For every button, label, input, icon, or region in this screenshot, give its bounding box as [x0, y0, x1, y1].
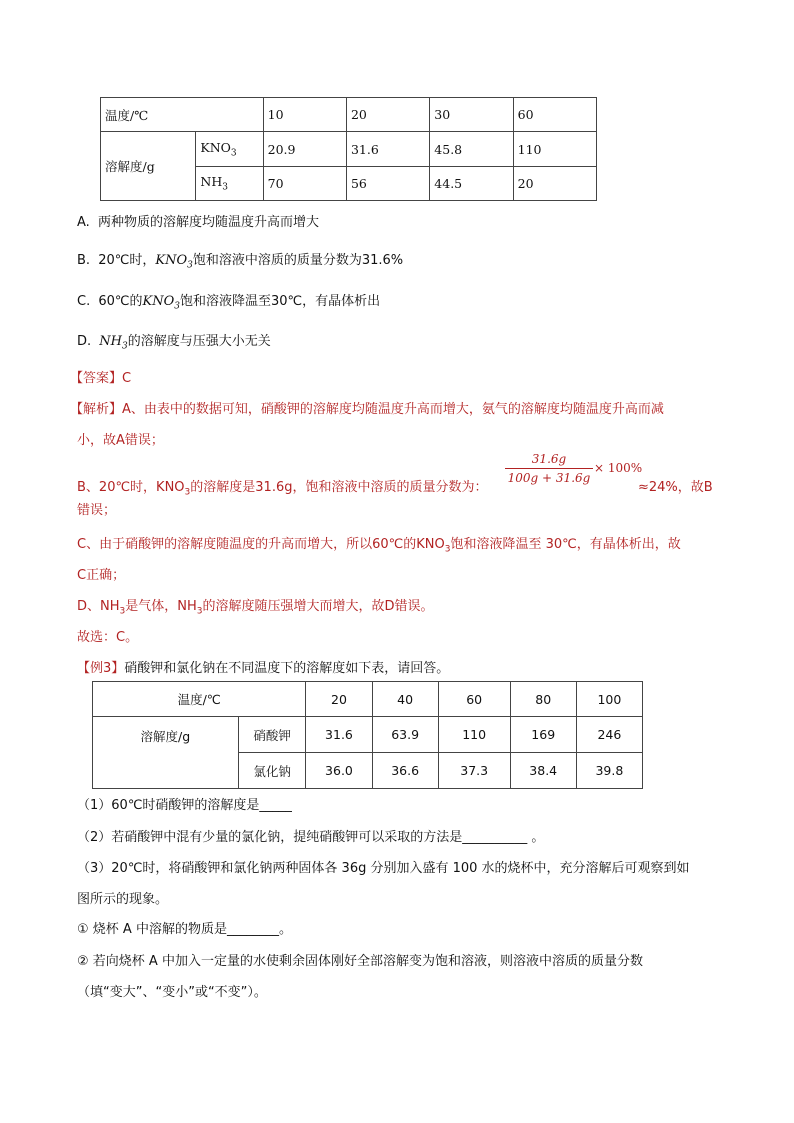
t2-temp: 100 [576, 682, 642, 717]
t1-cell: 70 [263, 167, 346, 201]
fraction-denominator: 100g + 31.6g [507, 471, 591, 485]
t2-temp: 60 [438, 682, 510, 717]
t2-row-label: 硝酸钾 [238, 717, 306, 753]
t1-row-label-nh3: $NH_3$ [196, 167, 263, 201]
question-3-part-2-line-1: ② 若向烧杯 A 中加入一定量的水使剩余固体刚好全部溶解变为饱和溶液，则溶液中溶质的质量分数 [77, 954, 643, 969]
t2-cell: 31.6 [306, 717, 372, 753]
t2-cell: 246 [576, 717, 642, 753]
question-3-part-1: ① 烧杯 A 中溶解的物质是________。 [77, 922, 292, 937]
t1-temp: 10 [263, 98, 346, 132]
option-text: 饱和溶液中溶质的质量分数为31.6% [192, 253, 404, 268]
option-a [77, 211, 319, 230]
formula: $NH_3$ [99, 334, 128, 352]
analysis-conclusion: 故选：C。 [77, 630, 139, 645]
t1-cell: 110 [513, 132, 596, 167]
option-b [77, 249, 403, 271]
t2-cell: 38.4 [510, 753, 576, 789]
analysis-line-3: B、20℃时，$KNO_3$的溶解度是31.6g，饱和溶液中溶质的质量分数为： [77, 480, 488, 498]
t2-cell: 39.8 [576, 753, 642, 789]
analysis-line-2: 小，故A错误； [77, 433, 164, 448]
option-text: 两种物质的溶解度均随温度升高而增大 [97, 215, 319, 230]
option-letter: D. [77, 334, 92, 349]
option-letter: C. [77, 294, 91, 309]
t1-cell: 44.5 [430, 167, 513, 201]
question-3-line-2: 图所示的现象。 [77, 892, 169, 907]
t1-cell: 20 [513, 167, 596, 201]
option-text: 的溶解度与压强大小无关 [127, 334, 271, 349]
t2-row-label: 氯化钠 [238, 753, 306, 789]
t1-cell: 56 [346, 167, 429, 201]
answer-value: C [122, 371, 132, 386]
answer-label: 【答案】 [70, 371, 123, 386]
t2-temp: 40 [372, 682, 438, 717]
t2-cell: 169 [510, 717, 576, 753]
t2-temp: 80 [510, 682, 576, 717]
formula: $KNO_3$ [142, 294, 180, 312]
solubility-table-1 [100, 97, 597, 201]
t2-cell: 63.9 [372, 717, 438, 753]
analysis-b-result: ≈24%，故B [638, 480, 713, 495]
option-letter: B. [77, 253, 91, 268]
fraction-multiplier: × 100% [594, 461, 643, 475]
t2-cell: 37.3 [438, 753, 510, 789]
example-text: 硝酸钾和氯化钠在不同温度下的溶解度如下表，请回答。 [124, 661, 450, 676]
analysis-label: 【解析】 [70, 402, 123, 417]
option-d [77, 330, 271, 352]
t1-row-label-kno3: $KNO_3$ [196, 132, 263, 167]
option-text: 20℃时， [98, 253, 156, 268]
solubility-table-2 [92, 681, 643, 789]
t2-cell: 36.6 [372, 753, 438, 789]
question-3-line-1: （3）20℃时，将硝酸钾和氯化钠两种固体各 36g 分别加入盛有 100 水的烧杯中，充分溶解后可观察到如 [77, 861, 690, 876]
t1-temp: 20 [346, 98, 429, 132]
t1-cell: 45.8 [430, 132, 513, 167]
example3-intro [77, 657, 449, 676]
analysis-line-5: C、由于硝酸钾的溶解度随温度的升高而增大，所以60℃的$KNO_3$饱和溶液降温至 30℃，有晶体析出，故 [77, 537, 681, 555]
option-letter: A. [77, 215, 90, 230]
example-label: 【例3】 [77, 661, 125, 676]
question-3-part-2-line-2: （填“变大”、“变小”或“不变”）。 [77, 985, 267, 1000]
t1-row-group-label: 溶解度/g [101, 132, 196, 201]
analysis-line-7: D、$NH_3$是气体，$NH_3$的溶解度随压强增大而增大，故D错误。 [77, 599, 434, 617]
fraction [505, 452, 593, 485]
t1-cell: 20.9 [263, 132, 346, 167]
option-text: 饱和溶液降温至30℃，有晶体析出 [180, 294, 381, 309]
analysis-line-4: 错误； [77, 503, 117, 518]
t2-row-group-label: 溶解度/g [93, 717, 239, 789]
analysis-line-1 [70, 398, 664, 417]
formula: $KNO_3$ [155, 253, 193, 271]
option-c [77, 290, 380, 312]
analysis-line-6: C正确； [77, 568, 126, 583]
t1-header-label: 温度/℃ [101, 98, 264, 132]
t2-cell: 36.0 [306, 753, 372, 789]
t2-cell: 110 [438, 717, 510, 753]
question-2: （2）若硝酸钾中混有少量的氯化钠，提纯硝酸钾可以采取的方法是__________ 。 [77, 830, 545, 845]
t1-temp: 30 [430, 98, 513, 132]
option-text: 60℃的 [98, 294, 143, 309]
t1-cell: 31.6 [346, 132, 429, 167]
t2-temp: 20 [306, 682, 372, 717]
t2-header-label: 温度/℃ [93, 682, 306, 717]
answer [70, 367, 131, 386]
fraction-numerator: 31.6g [505, 452, 593, 469]
question-1: （1）60℃时硝酸钾的溶解度是_____ [77, 798, 292, 813]
t1-temp: 60 [513, 98, 596, 132]
analysis-text: A、由表中的数据可知，硝酸钾的溶解度均随温度升高而增大，氨气的溶解度均随温度升高而减 [122, 402, 664, 417]
